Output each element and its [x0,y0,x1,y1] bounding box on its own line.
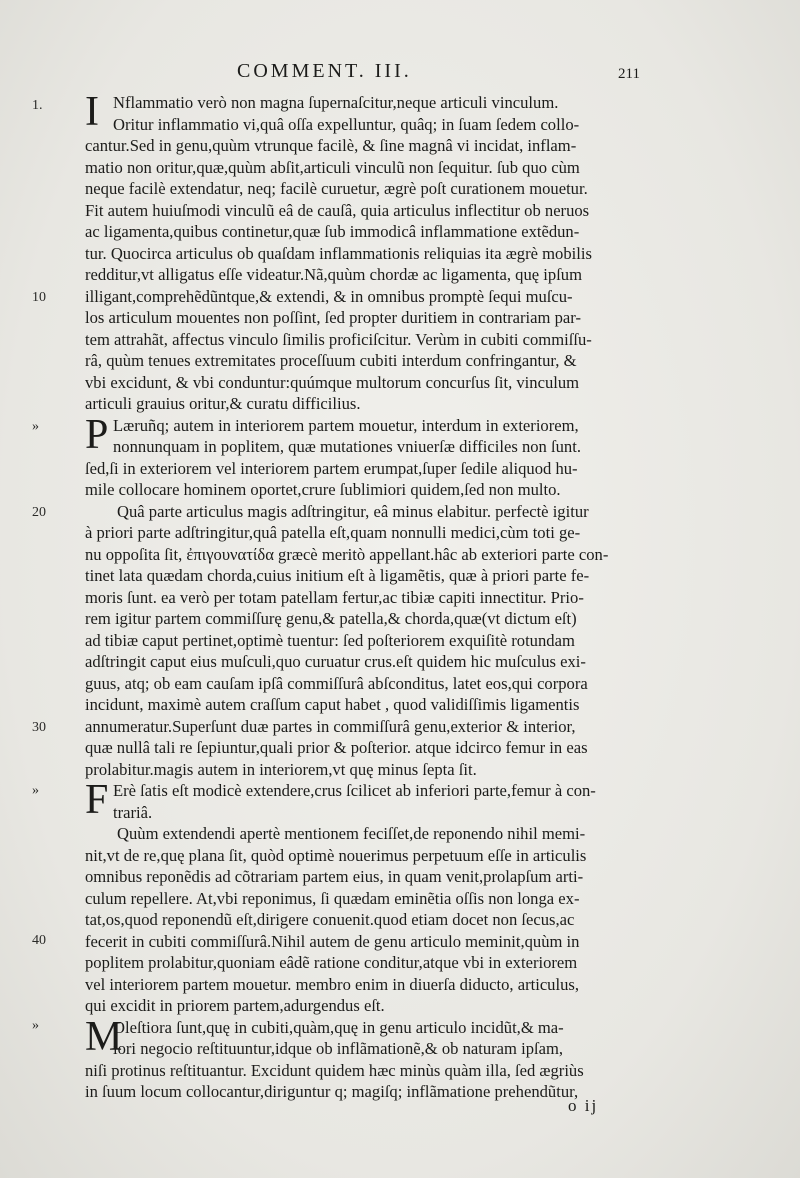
drop-cap: M [85,1013,123,1060]
text-line: vbi excidunt, & vbi conduntur:quúmque multorum concurſus ſit, vinculum [85,372,580,392]
text-line: tat,os,quod reponendũ eſt,dirigere conuenit.quod etiam docet non ſecus,ac [85,910,575,929]
text-line: tinet lata quædam chorda,cuius initium eſt à ligamẽtis, quæ à priori parte fe- [85,566,590,585]
text-line: nonnunquam in poplitem, quæ mutationes vniuerſæ difficiles non ſunt. [113,437,581,456]
drop-cap: F [85,777,109,823]
margin-mark: » [32,419,39,434]
text-line: moris ſunt. ea verò per totam patellam fertur,ac tibiæ capiti innectitur. Prio- [85,587,584,607]
text-line: nu oppoſita ſit, ἐπιγουνατίδα græcè meritò appellant.hâc ab exteriori parte con- [85,544,609,564]
paragraph-fere [85,777,665,1017]
text-line: fecerit in cubiti commiſſurâ.Nihil autem de genu articulo meminit,quùm in [85,931,580,951]
text-line: prolabitur.magis autem in interiorem,vt quę minus ſepta ſit. [85,759,477,779]
text-line: à priori parte adſtringitur,quâ patella eſt,quam nonnulli medici,cùm toti ge- [85,523,581,542]
text-line: culum repellere. At,vbi reponimus, ſi quædam eminẽtia oſſis non longa ex- [85,888,580,908]
running-head: COMMENT. III. [237,60,412,82]
main-text [85,89,665,1103]
page-number: 211 [618,66,640,82]
paragraph-inflammatio [85,89,665,415]
margin-mark: » [32,1018,39,1033]
margin-line-number: 30 [32,720,46,735]
text-line: ad tibiæ caput pertinet,optimè tuentur: ſed poſteriorem exquiſitè rotundam [85,630,575,650]
text-line: rem igitur partem commiſſurę genu,& patella,& chorda,quæ(vt dictum eſt) [85,609,577,628]
text-line: trariâ. [113,802,153,822]
text-line: niſi protinus reſtituantur. Excidunt quidem hæc minùs quàm illa, ſed ægriùs [85,1060,584,1080]
text-line: matio non oritur,quæ,quùm abſit,articuli vinculũ non ſequitur. ſub quo cùm [85,157,580,177]
text-line: tur. Quocirca articulus ob quaſdam inflammationis reliquias ita ægrè mobilis [85,243,592,263]
page-header [0,60,800,88]
drop-cap: I [85,89,99,135]
text-line: mile collocare hominem oportet,crure ſublimiori quidem,ſed non multo. [85,480,561,499]
text-line: annumeratur.Superſunt duæ partes in commiſſurâ genu,exterior & interior, [85,716,576,736]
text-line: guus, atq; ob eam cauſam ipſâ commiſſurâ abſconditus, latet eos,qui corpora [85,673,588,693]
margin-mark: 1. [32,98,43,113]
text-line: adſtringit caput eius muſculi,quo curuatur crus.eſt quidem hic muſculus exi- [85,652,586,671]
margin-mark: » [32,783,39,798]
text-line: qui excidit in priorem partem,adurgendus eſt. [85,996,385,1015]
text-line: nit,vt de re,quę plana ſit, quòd optimè nouerimus perpetuum eſſe in articulis [85,845,587,865]
text-line: redditur,vt alligatus eſſe videatur.Nã,quùm chordæ ac ligamenta, quę ipſum [85,265,583,284]
text-line: Nflammatio verò non magna ſupernaſcitur,neque articuli vinculum. [113,93,559,112]
text-line: incidunt, maximè autem craſſum caput habet , quod validiſſimis ligamentis [85,695,580,714]
text-line: Quâ parte articulus magis adſtringitur, eâ minus elabitur. perfectè igitur [117,501,589,521]
text-line: quæ nullâ tali re ſepiuntur,quali prior & poſterior. atque idcirco femur in eas [85,738,588,757]
text-line: râ, quùm tenues extremitates proceſſuum cubiti interdum confringantur, & [85,351,577,370]
signature-mark: o ij [568,1096,599,1115]
text-line: los articulum mouentes non poſſint, ſed propter duritiem in contrariam par- [85,308,581,327]
text-line: articuli grauius oritur,& curatu difficilius. [85,394,361,413]
text-line: ſed,ſi in exteriorem vel interiorem partem erumpat,ſuper ſedile aliquod hu- [85,458,578,478]
text-line: Erè ſatis eſt modicè extendere,crus ſcilicet ab inferiori parte,femur à con- [113,781,596,800]
text-line: Fit autem huiuſmodi vinculũ eâ de cauſâ, quia articulus inflectitur ob neruos [85,200,590,220]
margin-line-number: 20 [32,505,46,520]
text-line: Quùm extendendi apertè mentionem feciſſet,de reponendo nihil memi- [117,824,586,843]
margin-line-number: 40 [32,933,46,948]
text-line: neque facilè extendatur, neq; facilè curuetur, ægrè poſt curationem mouetur. [85,179,588,198]
text-line: iori negocio reſtituuntur,idque ob inflãmationẽ,& ob naturam ipſam, [113,1039,564,1058]
text-line: ac ligamenta,quibus continetur,quæ ſub immodicâ inflammatione extẽdun- [85,222,580,241]
text-line: illigant,comprehẽdũntque,& extendi, & in omnibus promptè ſequi muſcu- [85,286,573,306]
text-line: tem attrahãt, affectus vinculo ſimilis proficiſcitur. Verùm in cubiti commiſſu- [85,329,592,349]
text-line: cantur.Sed in genu,quùm vtrunque facilè, & ſine magnâ vi incidat, inflam- [85,136,577,155]
text-line: in ſuum locum collocantur,diriguntur q; magiſq; inflãmatione prehendũtur, [85,1082,579,1101]
paragraph-plaerunque [85,411,665,781]
text-line: poplitem prolabitur,quoniam eâdẽ ratione conditur,atque vbi in exteriorem [85,953,578,972]
text-line: vel interiorem partem mouetur. membro enim in diuerſa diducto, articulus, [85,974,579,994]
drop-cap: P [85,411,109,458]
margin-line-number: 10 [32,290,46,305]
paragraph-molestiora [85,1013,665,1103]
text-line: Oleſtiora ſunt,quę in cubiti,quàm,quę in genu articulo incidũt,& ma- [113,1017,564,1037]
text-line: Læruñq; autem in interiorem partem mouetur, interdum in exteriorem, [113,415,579,435]
text-line: Oritur inflammatio vi,quâ oſſa expelluntur, quâq; in ſuam ſedem collo- [113,114,580,134]
text-line: omnibus reponẽdis ad cõtrariam partem eius, in quam venit,prolapſum arti- [85,867,584,886]
